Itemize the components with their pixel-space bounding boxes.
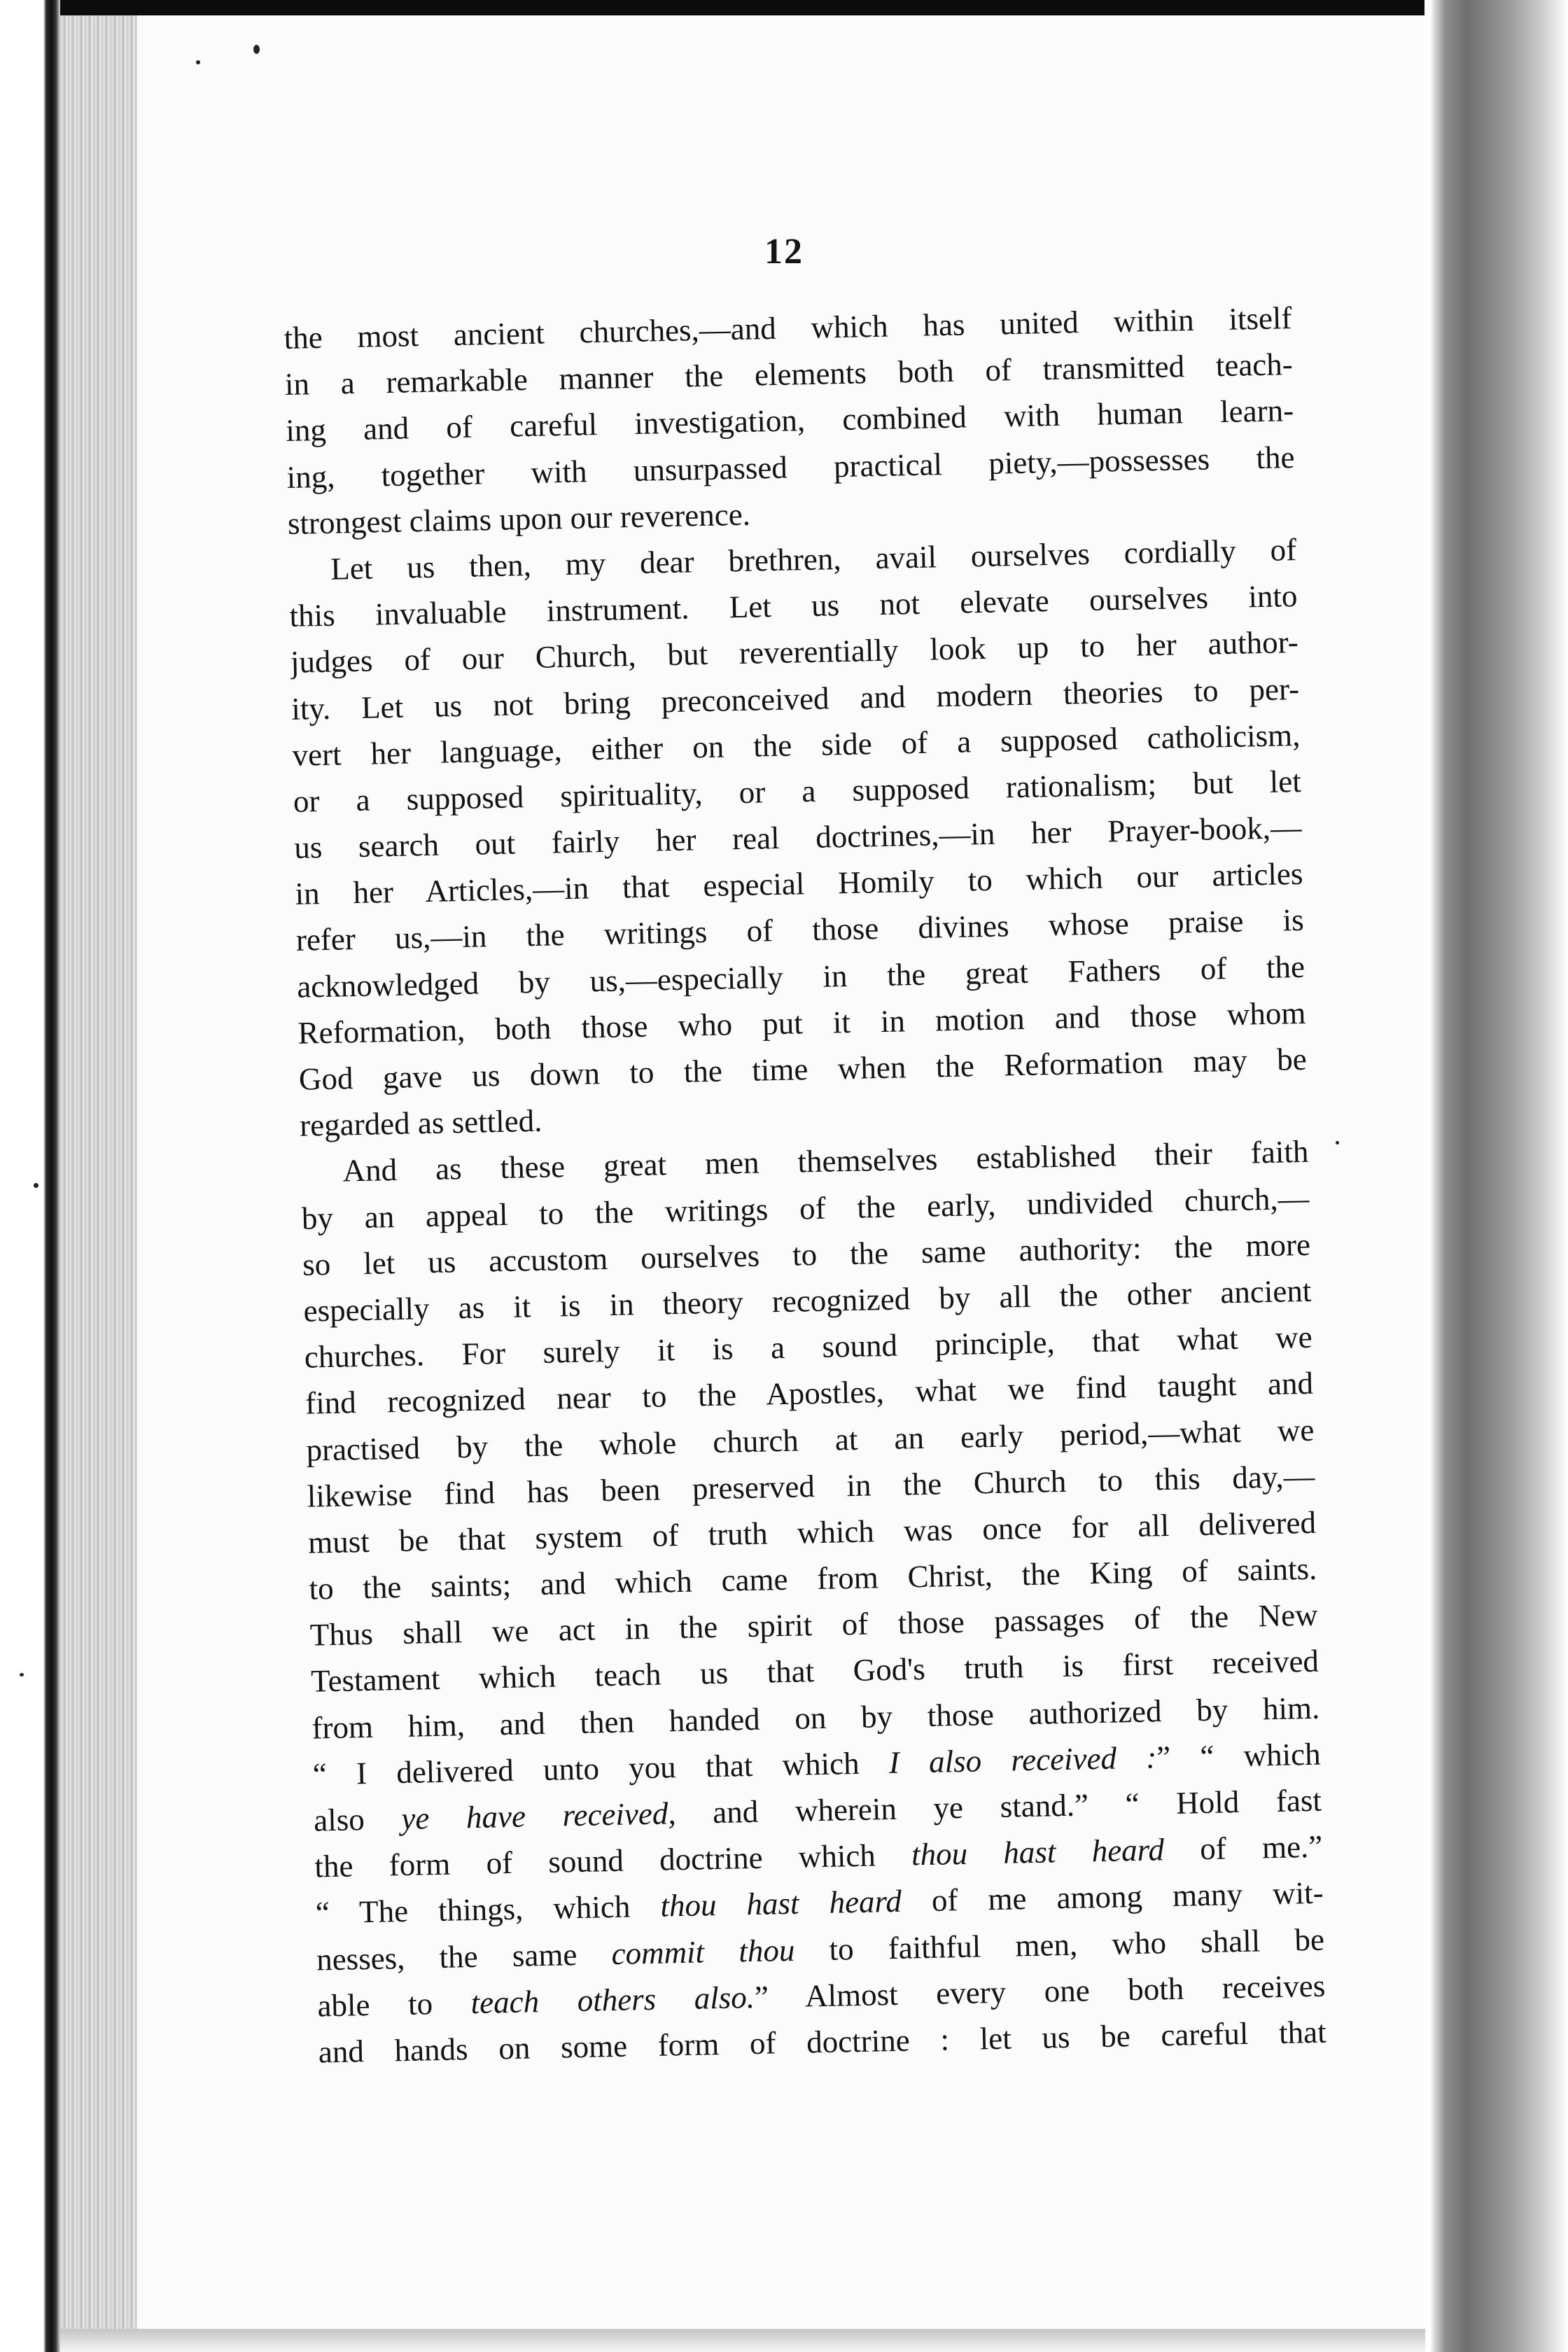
text-run: able to	[316, 1984, 472, 2024]
text-run: “ I delivered unto you that which	[312, 1744, 890, 1792]
text-line: regarded as settled.	[299, 1103, 542, 1143]
text-line: Testament which teach us that God's truth is first received	[310, 1644, 1320, 1700]
text-run: of me among many wit-	[901, 1875, 1324, 1919]
text-run: ” “ which	[1156, 1736, 1322, 1775]
scan-speck	[34, 1183, 38, 1188]
text-line: churches. For surely it is a sound principle, that what we	[304, 1319, 1313, 1375]
scan-speck	[20, 1673, 24, 1676]
scan-speck	[253, 45, 260, 54]
text-run: and wherein ye stand.” “ Hold fast	[676, 1782, 1322, 1831]
text-line: practised by the whole church at an early period,—what we	[306, 1412, 1315, 1468]
text-line: God gave us down to the time when the Reformation may be	[298, 1041, 1308, 1097]
text-run: to faithful men, who shall be	[794, 1921, 1325, 1968]
italic-run: thou hast heard	[911, 1832, 1165, 1872]
text-line: Reformation, both those who put it in motion and those whom	[298, 995, 1306, 1051]
text-line: ing and of careful investigation, combined with human learn-	[285, 393, 1294, 449]
text-line: vert her language, either on the side of a supposed catholicism,	[292, 717, 1301, 773]
text-run: nesses, the same	[316, 1935, 612, 1977]
text-line: in a remarkable manner the elements both of transmitted teach-	[284, 346, 1294, 402]
text-run: ” Almost every one both receives	[754, 1968, 1326, 2015]
text-run: “ The things, which	[315, 1889, 661, 1931]
text-line: strongest claims upon our reverence.	[287, 496, 751, 541]
text-line: this invaluable instrument. Let us not elevate ourselves into	[289, 578, 1298, 634]
text-line: Thus shall we act in the spirit of those passages of the New	[309, 1597, 1319, 1653]
page-number: 12	[764, 232, 804, 272]
text-line: acknowledged by us,—especially in the great Fathers of the	[296, 948, 1306, 1004]
scan-speck	[196, 60, 200, 64]
text-line: especially as it is in theory recognized by all the other ancient	[303, 1273, 1312, 1329]
text-line: so let us accustom ourselves to the same authority: the more	[302, 1226, 1311, 1282]
text-line: in her Articles,—in that especial Homily to which our articles	[295, 856, 1303, 912]
italic-run: commit thou	[611, 1932, 795, 1971]
text-run: the form of sound doctrine which	[314, 1837, 912, 1884]
text-line: to the saints; and which came from Christ, the King of saints.	[309, 1550, 1317, 1606]
text-line: or a supposed spirituality, or a supposed rationalism; but let	[293, 763, 1302, 819]
text-line: judges of our Church, but reverentially look up to her author-	[290, 624, 1299, 680]
italic-run: I also received :	[888, 1740, 1157, 1780]
italic-run: thou hast heard	[659, 1884, 902, 1924]
text-line: by an appeal to the writings of the early, undivided church,—	[301, 1180, 1310, 1236]
text-line: and hands on some form of doctrine : let us be careful that	[318, 2014, 1327, 2070]
text-line: must be that system of truth which was once for all delivered	[307, 1504, 1317, 1560]
text-line: ing, together with unsurpassed practical piety,—possesses the	[286, 439, 1295, 495]
italic-run: ye have received,	[400, 1795, 677, 1837]
text-run: of me.”	[1163, 1828, 1323, 1868]
text-line: likewise find has been preserved in the Church to this day,—	[307, 1458, 1316, 1514]
text-line: from him, and then handed on by those authorized by him.	[312, 1690, 1320, 1746]
text-line: refer us,—in the writings of those divines whose praise is	[295, 902, 1305, 958]
text-line: ity. Let us not bring preconceived and modern theories to per-	[290, 671, 1300, 727]
text-line: Let us then, my dear brethren, avail ourselves cordially of	[330, 531, 1297, 587]
scan-left-edge	[0, 0, 60, 2352]
scan-speck	[1336, 1141, 1339, 1144]
page-shadow-right	[1424, 0, 1568, 2352]
text-line: the most ancient churches,—and which has united within itself	[284, 300, 1292, 356]
scan-top-edge	[0, 0, 1568, 15]
text-line: us search out fairly her real doctrines,—in her Prayer-book,—	[293, 810, 1303, 865]
text-line: find recognized near to the Apostles, what we find taught and	[304, 1366, 1314, 1421]
page-stack-edges	[60, 15, 137, 2352]
text-run: also	[313, 1801, 402, 1838]
italic-run: teach others also.	[470, 1979, 755, 2020]
page-body-text	[284, 295, 1326, 2076]
page-bottom-edge	[60, 2329, 1425, 2352]
text-line: And as these great men themselves established their faith	[342, 1134, 1309, 1189]
